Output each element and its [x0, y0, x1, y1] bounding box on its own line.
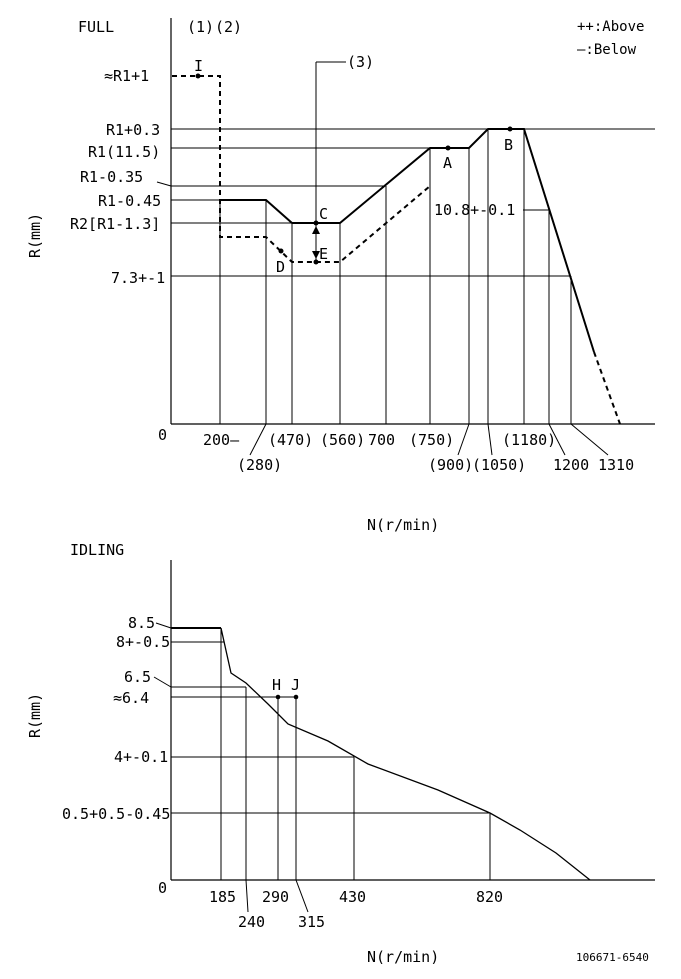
leader-1050 — [488, 424, 492, 455]
point-h-label: H — [272, 676, 282, 694]
leader-1310 — [571, 424, 608, 455]
idling-x-label: N(r/min) — [367, 948, 440, 966]
full-title: FULL — [78, 18, 115, 36]
full-x-label: N(r/min) — [367, 516, 440, 534]
e-arrow-up — [312, 226, 320, 234]
x-tick-1050: (1050) — [472, 456, 527, 474]
y-tick-r1m045: R1-0.45 — [98, 192, 162, 210]
x-tick-1200: 1200 — [553, 456, 590, 474]
idle-leader-315 — [296, 880, 308, 912]
point-c-label: C — [319, 205, 329, 223]
point-e-label: E — [319, 245, 329, 263]
idle-y-tick-64: ≈6.4 — [113, 689, 150, 707]
idle-leader-85 — [156, 623, 171, 628]
point-h-marker — [276, 695, 281, 700]
legend-above: ++:Above — [577, 19, 645, 35]
idle-x-tick-185: 185 — [209, 888, 237, 906]
full-curve-tail-dashed — [594, 352, 620, 424]
idle-y-tick-85: 8.5 — [128, 614, 156, 632]
full-curve-below — [172, 76, 430, 262]
idle-y-tick-8: 8+-0.5 — [116, 633, 171, 651]
idle-y-tick-65: 6.5 — [124, 668, 152, 686]
y-tick-r1m035: R1-0.35 — [80, 168, 144, 186]
point-d-label: D — [276, 258, 286, 276]
x-tick-1180: (1180) — [502, 431, 557, 449]
idle-x-tick-315: 315 — [298, 913, 326, 931]
idling-origin: 0 — [158, 879, 168, 897]
idle-x-tick-430: 430 — [339, 888, 367, 906]
reference-number: 106671-6540 — [576, 951, 649, 964]
full-origin: 0 — [158, 426, 168, 444]
full-right-label: 10.8+-0.1 — [434, 201, 516, 219]
idle-x-tick-290: 290 — [262, 888, 290, 906]
note-1: (1) — [187, 18, 215, 36]
y-tick-73: 7.3+-1 — [111, 269, 166, 287]
point-a-marker — [446, 146, 451, 151]
note-2: (2) — [215, 18, 243, 36]
x-tick-560: (560) — [320, 431, 366, 449]
full-y-label: R(mm) — [26, 212, 44, 258]
x-tick-900: (900) — [428, 456, 474, 474]
idle-leader-240 — [246, 880, 248, 912]
y-tick-r2: R2[R1-1.3] — [70, 215, 161, 233]
x-tick-1310: 1310 — [598, 456, 635, 474]
idle-y-tick-4: 4+-0.1 — [114, 748, 169, 766]
x-tick-280: (280) — [237, 456, 283, 474]
point-i-label: I — [194, 57, 204, 75]
idle-leader-65 — [154, 677, 171, 687]
idle-x-tick-820: 820 — [476, 888, 504, 906]
note-3: (3) — [347, 53, 375, 71]
point-d-marker — [279, 249, 284, 254]
leader-280 — [250, 424, 266, 455]
point-c-marker — [314, 221, 319, 226]
leader-900 — [458, 424, 469, 455]
full-curve-above — [220, 129, 594, 352]
y-tick-r1p03: R1+0.3 — [106, 121, 161, 139]
leader-r1m035 — [157, 182, 171, 186]
point-b-marker — [508, 127, 513, 132]
y-tick-r1p1: ≈R1+1 — [104, 67, 150, 85]
idle-curve — [221, 628, 590, 880]
point-a-label: A — [443, 154, 453, 172]
point-b-label: B — [504, 136, 514, 154]
y-tick-r1: R1(11.5) — [88, 143, 161, 161]
point-e-marker — [314, 260, 319, 265]
idle-x-tick-240: 240 — [238, 913, 266, 931]
idling-title: IDLING — [70, 541, 125, 559]
x-tick-700: 700 — [368, 431, 396, 449]
x-tick-200: 200— — [203, 431, 240, 449]
x-tick-750: (750) — [409, 431, 455, 449]
point-j-label: J — [291, 676, 301, 694]
idle-y-tick-05: 0.5+0.5-0.45 — [62, 805, 171, 823]
legend-below: —:Below — [577, 42, 637, 58]
point-j-marker — [294, 695, 299, 700]
idling-y-label: R(mm) — [26, 692, 44, 738]
x-tick-470: (470) — [268, 431, 314, 449]
